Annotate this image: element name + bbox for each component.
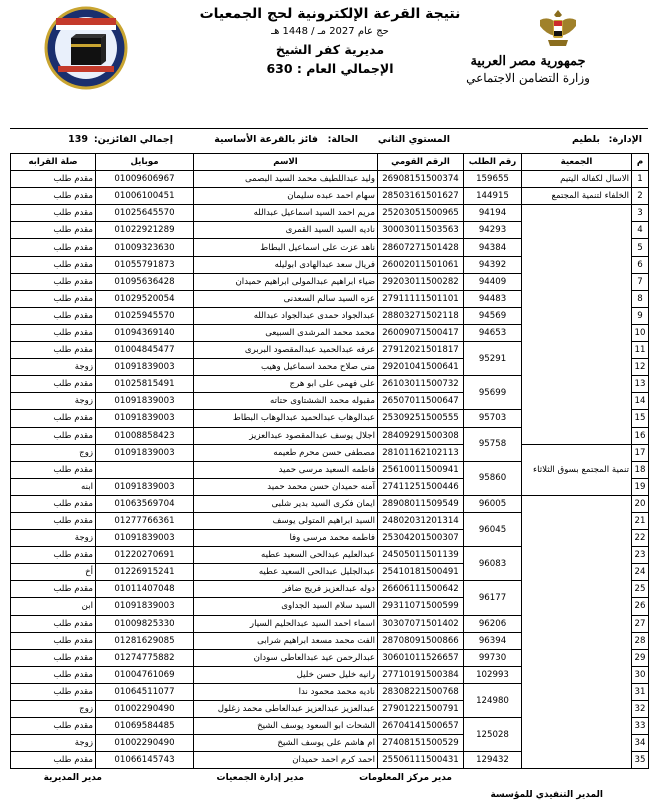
request-number-cell: 95291	[464, 342, 522, 376]
row-number: 9	[632, 307, 649, 324]
mobile-cell: 01022921289	[96, 222, 194, 239]
relation-cell: أخ	[11, 564, 96, 581]
name-cell: مقبوله محمد الششتاوى حتاته	[194, 393, 378, 410]
mobile-cell: 01025945570	[96, 307, 194, 324]
national-id-cell: 27411251500446	[378, 478, 464, 495]
sig-exec-director: المدير التنفيذي للمؤسسة	[490, 790, 603, 800]
row-number: 11	[632, 342, 649, 359]
table-body	[11, 171, 649, 769]
row-number: 12	[632, 359, 649, 376]
ministry-country: جمهورية مصر العربية	[470, 54, 586, 69]
row-number: 17	[632, 444, 649, 461]
national-id-cell: 28908011509549	[378, 495, 464, 512]
mobile-cell: 01011407048	[96, 581, 194, 598]
winners-label: إجمالي الفائزين:	[93, 134, 173, 145]
row-number: 13	[632, 376, 649, 393]
name-cell: ناديه السيد السيد القمرى	[194, 222, 378, 239]
request-number-cell: 94194	[464, 205, 522, 222]
request-number-cell: 95699	[464, 376, 522, 410]
mobile-cell: 01274775882	[96, 649, 194, 666]
request-number-cell: 96005	[464, 495, 522, 512]
name-cell: عرفه عبدالحميد عبدالمقصود البربرى	[194, 342, 378, 359]
request-number-cell: 96394	[464, 632, 522, 649]
row-number: 2	[632, 188, 649, 205]
mobile-cell: 01029520054	[96, 290, 194, 307]
sig-directorate: مدير المديرية	[43, 773, 102, 783]
relation-cell: مقدم طلب	[11, 273, 96, 290]
national-id-cell: 28409291500308	[378, 427, 464, 444]
name-cell: عبدالوهاب عبدالحميد عبدالوهاب البطاط	[194, 410, 378, 427]
relation-cell: مقدم طلب	[11, 205, 96, 222]
national-id-cell: 28607271501428	[378, 239, 464, 256]
name-cell: عبدالجواد حمدى عبدالجواد عبدالله	[194, 307, 378, 324]
mobile-cell: 01095636428	[96, 273, 194, 290]
request-number-cell: 96045	[464, 512, 522, 546]
mobile-cell: 01220270691	[96, 547, 194, 564]
name-cell: الشحات ابو السعود يوسف الشيخ	[194, 718, 378, 735]
national-id-cell: 27911111501101	[378, 290, 464, 307]
mobile-cell: 01009606967	[96, 171, 194, 188]
relation-cell: مقدم طلب	[11, 188, 96, 205]
national-id-cell: 30307071501402	[378, 615, 464, 632]
mobile-cell: 01094369140	[96, 324, 194, 341]
mobile-cell: 01091839003	[96, 598, 194, 615]
national-id-cell: 29311071500599	[378, 598, 464, 615]
row-number: 28	[632, 632, 649, 649]
row-number: 18	[632, 461, 649, 478]
ministry-name: وزارة التضامن الاجتماعي	[466, 71, 590, 85]
relation-cell: مقدم طلب	[11, 615, 96, 632]
relation-cell: مقدم طلب	[11, 581, 96, 598]
status-label: الحالة:	[327, 134, 358, 145]
page-title: نتيجة القرعة الإلكترونية لحج الجمعيات	[199, 6, 461, 22]
national-id-cell: 28101162102113	[378, 444, 464, 461]
association-cell	[522, 495, 632, 769]
association-cell	[522, 205, 632, 444]
name-cell: السيد سلام السيد الجداوى	[194, 598, 378, 615]
national-id-cell: 26002011501061	[378, 256, 464, 273]
row-number: 23	[632, 547, 649, 564]
name-cell: على فهمى على ابو هرج	[194, 376, 378, 393]
request-number-cell: 96177	[464, 581, 522, 615]
national-id-cell: 28503161501627	[378, 188, 464, 205]
mobile-cell	[96, 461, 194, 478]
table-row	[11, 188, 649, 205]
relation-cell: ابن	[11, 598, 96, 615]
relation-cell: زوج	[11, 444, 96, 461]
national-id-cell: 25304201500307	[378, 530, 464, 547]
name-cell: ناديه محمد محمود ندا	[194, 683, 378, 700]
name-cell: رانيه خليل حسن خليل	[194, 666, 378, 683]
mobile-cell: 01002290490	[96, 701, 194, 718]
request-number-cell: 125028	[464, 718, 522, 752]
relation-cell: مقدم طلب	[11, 547, 96, 564]
results-table	[10, 153, 649, 769]
row-number: 10	[632, 324, 649, 341]
row-number: 3	[632, 205, 649, 222]
admin-info-row	[10, 129, 648, 153]
mobile-cell: 01091839003	[96, 393, 194, 410]
name-cell: عبدالعزيز عبدالعزيز عبدالعاطى محمد زغلول	[194, 701, 378, 718]
name-cell: فريال سعد عبدالهادى ابوليله	[194, 256, 378, 273]
request-number-cell: 96206	[464, 615, 522, 632]
mobile-cell: 01009825330	[96, 615, 194, 632]
name-cell: مريم احمد السيد اسماعيل عبدالله	[194, 205, 378, 222]
col-num: م	[632, 154, 649, 171]
name-cell: عبدالعليم عبدالحى السعيد عطيه	[194, 547, 378, 564]
row-number: 31	[632, 683, 649, 700]
name-cell: فاطمه محمد مرسى وفا	[194, 530, 378, 547]
relation-cell: مقدم طلب	[11, 376, 96, 393]
national-id-cell: 29201041500641	[378, 359, 464, 376]
relation-cell: مقدم طلب	[11, 222, 96, 239]
national-id-cell: 27710191500384	[378, 666, 464, 683]
mobile-cell: 01069584485	[96, 718, 194, 735]
relation-cell: زوجة	[11, 735, 96, 752]
mobile-cell: 01025645570	[96, 205, 194, 222]
name-cell: دوله عبدالعزيز فريج ضافر	[194, 581, 378, 598]
national-id-cell: 27901221500791	[378, 701, 464, 718]
national-id-cell: 26606111500642	[378, 581, 464, 598]
national-id-cell: 26908151500374	[378, 171, 464, 188]
national-id-cell: 25309251500555	[378, 410, 464, 427]
request-number-cell: 95758	[464, 427, 522, 461]
request-number-cell: 144915	[464, 188, 522, 205]
grand-total-value: 630	[266, 61, 293, 76]
national-id-cell: 30601011526657	[378, 649, 464, 666]
row-number: 22	[632, 530, 649, 547]
request-number-cell: 95860	[464, 461, 522, 495]
row-number: 27	[632, 615, 649, 632]
row-number: 26	[632, 598, 649, 615]
admin-label: الإدارة:	[608, 134, 642, 145]
row-number: 21	[632, 512, 649, 529]
name-cell: احمد كرم احمد حميدان	[194, 752, 378, 769]
row-number: 35	[632, 752, 649, 769]
col-name: الاسم	[194, 154, 378, 171]
relation-cell: مقدم طلب	[11, 307, 96, 324]
row-number: 4	[632, 222, 649, 239]
association-cell: الاسال لكفاله اليتيم	[522, 171, 632, 188]
row-number: 20	[632, 495, 649, 512]
request-number-cell: 94569	[464, 307, 522, 324]
mobile-cell: 01025815491	[96, 376, 194, 393]
mobile-cell: 01002290490	[96, 735, 194, 752]
mobile-cell: 01277766361	[96, 512, 194, 529]
name-cell: عزه السيد سالم السعدنى	[194, 290, 378, 307]
national-id-cell: 27408151500529	[378, 735, 464, 752]
request-number-cell: 96083	[464, 547, 522, 581]
national-id-cell: 25410181500491	[378, 564, 464, 581]
mobile-cell: 01004845477	[96, 342, 194, 359]
hajj-logo-icon	[44, 6, 128, 90]
row-number: 24	[632, 564, 649, 581]
grand-total	[180, 59, 480, 78]
relation-cell: مقدم طلب	[11, 683, 96, 700]
name-cell: ضياء ابراهيم عبدالمولى ابراهيم حميدان	[194, 273, 378, 290]
sig-info-center: مدير مركز المعلومات	[359, 773, 452, 783]
mobile-cell: 01091839003	[96, 359, 194, 376]
relation-cell: زوجة	[11, 393, 96, 410]
row-number: 29	[632, 649, 649, 666]
national-id-cell: 26507011500647	[378, 393, 464, 410]
national-id-cell: 24505011501139	[378, 547, 464, 564]
name-cell: محمد محمد المرشدى السبيعى	[194, 324, 378, 341]
row-number: 25	[632, 581, 649, 598]
mobile-cell: 01006100451	[96, 188, 194, 205]
mobile-cell: 01064511077	[96, 683, 194, 700]
row-number: 33	[632, 718, 649, 735]
mobile-cell: 01004761069	[96, 666, 194, 683]
mobile-cell: 01091839003	[96, 530, 194, 547]
name-cell: ناهد عزت على اسماعيل البطاط	[194, 239, 378, 256]
association-cell: تنمية المجتمع بسوق الثلاثاء	[522, 444, 632, 495]
national-id-cell: 27912021501817	[378, 342, 464, 359]
name-cell: عبدالجليل عبدالحى السعيد عطيه	[194, 564, 378, 581]
table-row	[11, 205, 649, 222]
relation-cell: مقدم طلب	[11, 666, 96, 683]
table-row	[11, 444, 649, 461]
row-number: 34	[632, 735, 649, 752]
hajj-year: حج عام 2027 مـ / 1448 هـ	[271, 26, 389, 37]
relation-cell: مقدم طلب	[11, 427, 96, 444]
name-cell: منى صلاح محمد اسماعيل وهيب	[194, 359, 378, 376]
name-cell: اجلال يوسف عبدالمقصود عبدالعزيز	[194, 427, 378, 444]
grand-total-label: الإجمالي العام :	[296, 61, 394, 76]
name-cell: السيد ابراهيم المتولى يوسف	[194, 512, 378, 529]
table-row	[11, 495, 649, 512]
row-number: 32	[632, 701, 649, 718]
relation-cell: مقدم طلب	[11, 342, 96, 359]
request-number-cell: 94293	[464, 222, 522, 239]
national-id-cell: 26103011500732	[378, 376, 464, 393]
association-cell: الخلفاء لتنمية المجتمع	[522, 188, 632, 205]
row-number: 1	[632, 171, 649, 188]
national-id-cell: 28308221500768	[378, 683, 464, 700]
relation-cell: مقدم طلب	[11, 461, 96, 478]
relation-cell: زوجة	[11, 359, 96, 376]
relation-cell: مقدم طلب	[11, 649, 96, 666]
relation-cell: مقدم طلب	[11, 632, 96, 649]
mobile-cell: 01281629085	[96, 632, 194, 649]
title-block	[180, 4, 480, 78]
relation-cell: ابنه	[11, 478, 96, 495]
mobile-cell: 01091839003	[96, 410, 194, 427]
national-id-cell: 25203051500965	[378, 205, 464, 222]
row-number: 8	[632, 290, 649, 307]
name-cell: وليد عبداللطيف محمد السيد البصمى	[194, 171, 378, 188]
national-id-cell: 24802031201314	[378, 512, 464, 529]
relation-cell: زوجة	[11, 530, 96, 547]
relation-cell: مقدم طلب	[11, 239, 96, 256]
relation-cell: مقدم طلب	[11, 512, 96, 529]
footer-signatures	[0, 770, 658, 807]
col-mobile: موبايل	[96, 154, 194, 171]
request-number-cell: 95703	[464, 410, 522, 427]
relation-cell: مقدم طلب	[11, 290, 96, 307]
request-number-cell: 94392	[464, 256, 522, 273]
mobile-cell: 01009323630	[96, 239, 194, 256]
name-cell: فاطمه السعيد مرسى حميد	[194, 461, 378, 478]
relation-cell: مقدم طلب	[11, 324, 96, 341]
national-id-cell: 26009071500417	[378, 324, 464, 341]
egypt-eagle-icon	[536, 6, 580, 52]
national-id-cell: 28708091500866	[378, 632, 464, 649]
request-number-cell: 94384	[464, 239, 522, 256]
national-id-cell: 25506111500431	[378, 752, 464, 769]
national-id-cell: 25610011500941	[378, 461, 464, 478]
table-header-row	[11, 154, 649, 171]
col-assoc: الجمعية	[522, 154, 632, 171]
request-number-cell: 124980	[464, 683, 522, 717]
level-label: المستوي الثاني	[377, 134, 450, 145]
name-cell: ام هاشم على يوسف الشيخ	[194, 735, 378, 752]
national-id-cell: 26704141500657	[378, 718, 464, 735]
request-number-cell: 94653	[464, 324, 522, 341]
row-number: 16	[632, 427, 649, 444]
national-id-cell: 30003011503563	[378, 222, 464, 239]
relation-cell: مقدم طلب	[11, 718, 96, 735]
relation-cell: مقدم طلب	[11, 495, 96, 512]
sig-assoc-admin: مدير إدارة الجمعيات	[216, 773, 304, 783]
table-row	[11, 171, 649, 188]
mobile-cell: 01226915241	[96, 564, 194, 581]
row-number: 14	[632, 393, 649, 410]
name-cell: آمنه حميدان حسن محمد حميد	[194, 478, 378, 495]
name-cell: ايمان فكرى السيد بدير شلبى	[194, 495, 378, 512]
relation-cell: مقدم طلب	[11, 171, 96, 188]
name-cell: سهام احمد عبده سليمان	[194, 188, 378, 205]
winners-value: 139	[68, 134, 88, 145]
admin-value: بلطيم	[571, 134, 600, 145]
col-request: رقم الطلب	[464, 154, 522, 171]
national-id-cell: 29203011500282	[378, 273, 464, 290]
row-number: 30	[632, 666, 649, 683]
mobile-cell: 01063569704	[96, 495, 194, 512]
relation-cell: مقدم طلب	[11, 752, 96, 769]
status-value: فائز بالقرعة الأساسية	[214, 134, 318, 145]
row-number: 7	[632, 273, 649, 290]
relation-cell: زوج	[11, 701, 96, 718]
col-relation: صلة القرابه	[11, 154, 96, 171]
relation-cell: مقدم طلب	[11, 256, 96, 273]
relation-cell: مقدم طلب	[11, 410, 96, 427]
name-cell: مصطفى حسن محرم طعيمه	[194, 444, 378, 461]
national-id-cell: 28803271502118	[378, 307, 464, 324]
request-number-cell: 102993	[464, 666, 522, 683]
request-number-cell: 94483	[464, 290, 522, 307]
mobile-cell: 01091839003	[96, 444, 194, 461]
row-number: 15	[632, 410, 649, 427]
row-number: 6	[632, 256, 649, 273]
row-number: 19	[632, 478, 649, 495]
request-number-cell: 94409	[464, 273, 522, 290]
directorate-name: مديرية كفر الشيخ	[275, 42, 385, 57]
col-national-id: الرقم القومي	[378, 154, 464, 171]
row-number: 5	[632, 239, 649, 256]
mobile-cell: 01066145743	[96, 752, 194, 769]
name-cell: اسماء احمد السيد عبدالحليم السيار	[194, 615, 378, 632]
request-number-cell: 99730	[464, 649, 522, 666]
request-number-cell: 159655	[464, 171, 522, 188]
mobile-cell: 01008858423	[96, 427, 194, 444]
name-cell: عبدالرحمن عيد عبدالعاطى سودان	[194, 649, 378, 666]
name-cell: الفت محمد مسعد ابراهيم شرابى	[194, 632, 378, 649]
mobile-cell: 01091839003	[96, 478, 194, 495]
page-header	[0, 0, 658, 120]
request-number-cell: 129432	[464, 752, 522, 769]
mobile-cell: 01055791873	[96, 256, 194, 273]
